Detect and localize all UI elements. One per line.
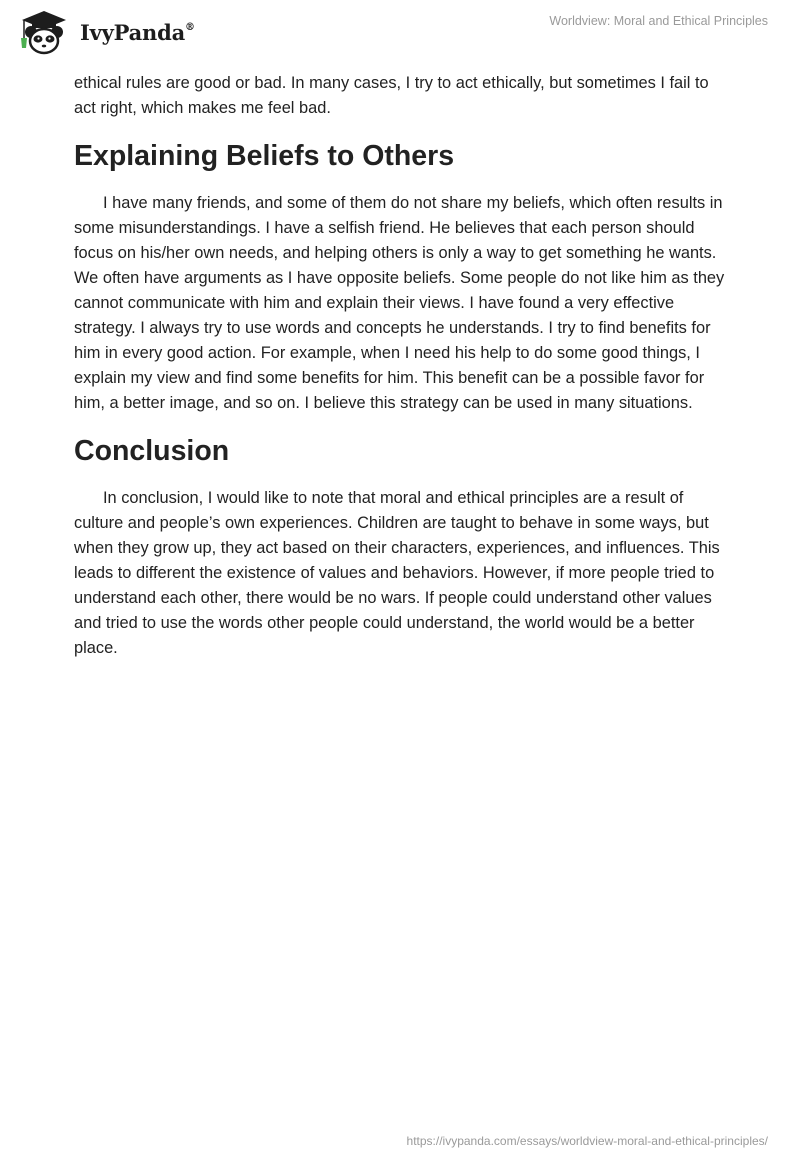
logo-text: IvyPanda [80,19,186,45]
section-heading-conclusion: Conclusion [74,435,230,467]
essay-content [74,71,734,661]
intro-paragraph: ethical rules are good or bad. In many cases, I try to act ethically, but sometimes I fail to act right, which makes me feel bad. [74,74,709,117]
registered-mark: ® [185,21,195,33]
page-header [0,0,800,70]
section-paragraph-conclusion: In conclusion, I would like to note that moral and ethical principles are a result of culture and people’s own experiences. Children are taught to behave in some ways, but when they grow up, they act based on their characters, experiences, and influences. This leads to different the existence of values and behaviors. However, if more people tried to understand each other, there would be no wars. If people could understand other values and tried to use the words other people could understand, the world would be a better place. [74,489,720,657]
section-heading-explaining-beliefs: Explaining Beliefs to Others [74,140,455,172]
ivypanda-logo[interactable] [14,8,195,56]
panda-graduate-icon [14,8,74,56]
logo-wordmark [80,20,195,45]
running-title: Worldview: Moral and Ethical Principles [549,14,768,28]
source-url[interactable]: https://ivypanda.com/essays/worldview-moral-and-ethical-principles/ [406,1134,768,1148]
section-paragraph-explaining-beliefs: I have many friends, and some of them do not share my beliefs, which often results in some misunderstandings. I have a selfish friend. He believes that each person should focus on his/her own needs, and helping others is only a way to get something he wants. We often have arguments as I have opposite beliefs. Some people do not like him as they cannot communicate with him and explain their views. I have found a very effective strategy. I always try to use words and concepts he understands. I try to find benefits for him in every good action. For example, when I need his help to do some good things, I explain my view and find some benefits for him. This benefit can be a possible favor for him, a better image, and so on. I believe this strategy can be used in many situations. [74,194,725,412]
